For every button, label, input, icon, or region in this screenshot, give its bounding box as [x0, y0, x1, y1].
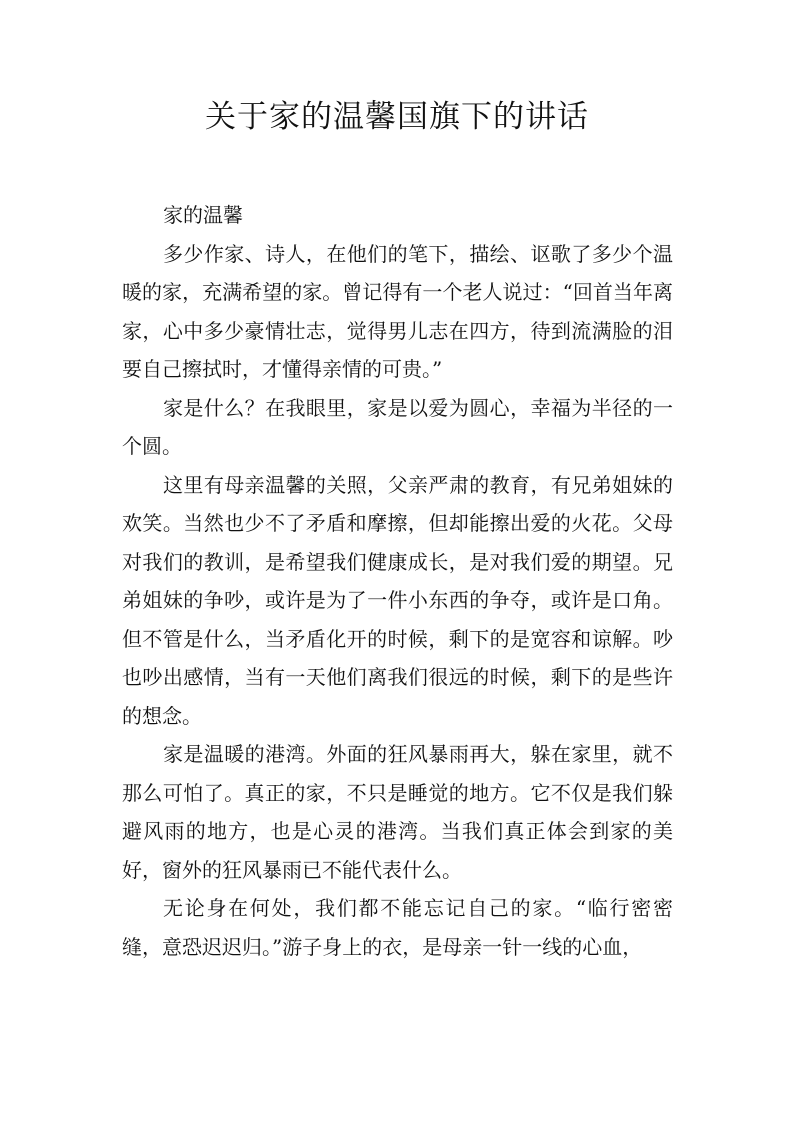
paragraph-3: 这里有母亲温馨的关照，父亲严肃的教育，有兄弟姐妹的欢笑。当然也少不了矛盾和摩擦，但却能擦出爱的火花。父母对我们的教训，是希望我们健康成长，是对我们爱的期望。兄弟姐妹的争吵，或许是为了一件小东西的争夺，或许是口角。但不管是什么，当矛盾化开的时候，剩下的是宽容和谅解。吵也吵出感情，当有一天他们离我们很远的时候，剩下的是些许的想念。 — [122, 472, 673, 728]
document-body — [122, 196, 673, 966]
section-subheading: 家的温馨 — [163, 203, 243, 227]
paragraph-4: 家是温暖的港湾。外面的狂风暴雨再大，躲在家里，就不那么可怕了。真正的家，不只是睡觉的地方。它不仅是我们躲避风雨的地方，也是心灵的港湾。当我们真正体会到家的美好，窗外的狂风暴雨已不能代表什么。 — [122, 742, 673, 882]
paragraph-5: 无论身在何处，我们都不能忘记自己的家。“临行密密缝，意恐迟迟归。”游子身上的衣，是母亲一针一线的心血， — [122, 896, 673, 959]
paragraph-2: 家是什么？在我眼里，家是以爱为圆心，幸福为半径的一个圆。 — [122, 395, 673, 458]
paragraph-1: 多少作家、诗人，在他们的笔下，描绘、讴歌了多少个温暖的家，充满希望的家。曾记得有一个老人说过：“回首当年离家，心中多少豪情壮志，觉得男儿志在四方，待到流满脸的泪要自己擦拭时，才懂得亲情的可贵。” — [122, 241, 673, 381]
document-title: 关于家的温馨国旗下的讲话 — [205, 99, 589, 135]
